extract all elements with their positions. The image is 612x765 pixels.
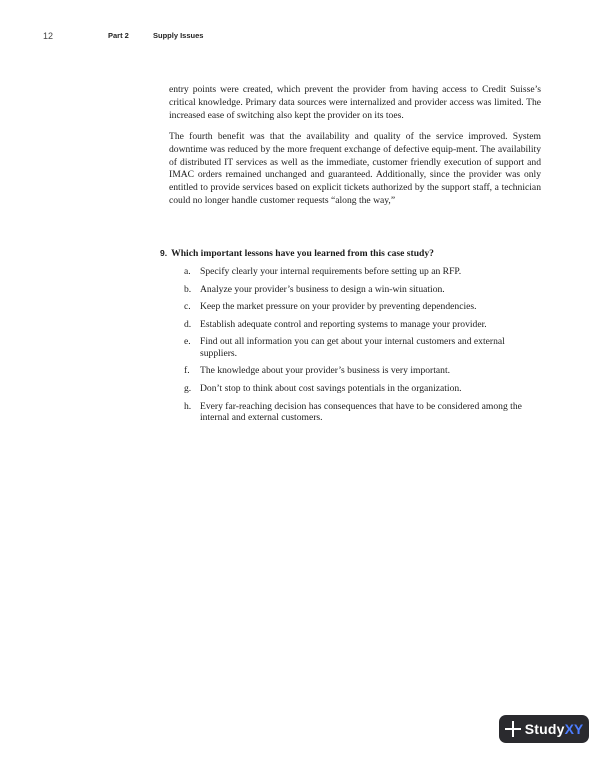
lessons-list	[169, 266, 539, 430]
list-item	[169, 336, 539, 359]
item-text: Establish adequate control and reporting systems to manage your provider.	[200, 318, 487, 330]
paragraph: The fourth benefit was that the availability and quality of the service improved. System downtime was reduced by the more frequent exchange of defective equip-ment. The availability of distributed IT services as well as the immediate, customer friendly execution of support and IMAC orders remained unchanged and guaranteed. Additionally, since the provider was only entitled to provide services based on explicit tickets authorized by the support staff, a technician could no longer handle customer requests “along the way,”	[169, 130, 541, 207]
question-number: 9.	[160, 248, 168, 258]
list-item	[169, 319, 539, 330]
item-text: The knowledge about your provider’s business is very important.	[200, 365, 451, 377]
question-text: Which important lessons have you learned from this case study?	[171, 248, 434, 259]
question-heading	[160, 247, 540, 261]
item-letter: e.	[184, 336, 191, 348]
section-title: Supply Issues	[153, 31, 204, 40]
list-item	[169, 365, 539, 376]
page-header	[0, 31, 612, 43]
list-item	[169, 266, 539, 277]
item-letter: d.	[184, 318, 192, 330]
item-text: Every far-reaching decision has consequences that have to be considered among the internal and external customers.	[200, 400, 522, 423]
part-label: Part 2	[108, 31, 129, 40]
item-text: Don’t stop to think about cost savings potentials in the organization.	[200, 382, 462, 394]
page-number: 12	[43, 31, 54, 41]
item-letter: a.	[184, 266, 191, 277]
list-item	[169, 301, 539, 312]
paragraph: entry points were created, which prevent the provider from having access to Credit Suisse’s critical knowledge. Primary data sources were internalized and provider access was limited. The increased ease of switching also kept the provider on its toes.	[169, 84, 541, 121]
list-item	[169, 401, 539, 424]
item-text: Specify clearly your internal requirements before setting up an RFP.	[200, 266, 462, 277]
list-item	[169, 383, 539, 394]
item-text: Analyze your provider’s business to design a win-win situation.	[200, 283, 445, 295]
item-letter: g.	[184, 382, 192, 394]
item-letter: b.	[184, 283, 192, 295]
item-text: Find out all information you can get about your internal customers and external suppliers.	[200, 336, 505, 359]
list-item	[169, 284, 539, 295]
studyxy-logo[interactable]	[499, 715, 589, 743]
item-letter: c.	[184, 301, 191, 313]
item-text: Keep the market pressure on your provider by preventing dependencies.	[200, 301, 477, 313]
plus-icon	[505, 721, 521, 737]
body-text	[169, 84, 541, 216]
brand-name: Study	[524, 721, 565, 737]
item-letter: f.	[184, 365, 190, 377]
item-letter: h.	[184, 400, 192, 412]
brand-accent: XY	[564, 721, 584, 737]
